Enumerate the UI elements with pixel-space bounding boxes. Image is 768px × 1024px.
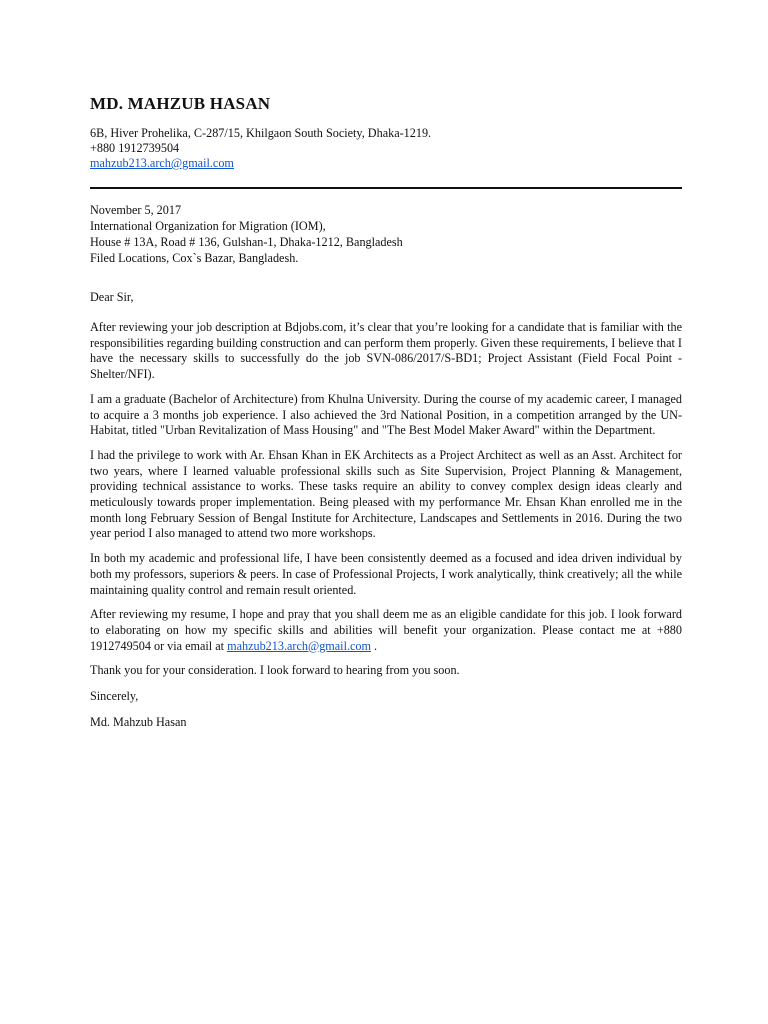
letter-content — [90, 94, 682, 730]
body-paragraph-5 — [90, 607, 682, 654]
recipient-block — [90, 202, 682, 266]
sender-email-link[interactable]: mahzub213.arch@gmail.com — [90, 156, 234, 170]
body-email-link[interactable]: mahzub213.arch@gmail.com — [227, 638, 371, 653]
body-paragraph-5-end: . — [370, 638, 378, 653]
sender-email-line — [90, 156, 682, 171]
closing: Sincerely, — [90, 689, 139, 704]
sender-phone: +880 1912739504 — [90, 141, 180, 155]
signature: Md. Mahzub Hasan — [90, 715, 187, 730]
body-paragraph-5-text: After reviewing my resume, I hope and pray that you shall deem me as an eligible candidate for this job. I look forward to elaborating on how my specific skills and abilities will benefit your organization. Please contact me at +880 1912749504 or via email at — [90, 607, 682, 653]
header-divider — [90, 187, 682, 189]
thanks-line: Thank you for your consideration. I look forward to hearing from you soon. — [90, 663, 460, 678]
sender-name: MD. MAHZUB HASAN — [90, 94, 271, 113]
recipient-organization: International Organization for Migration (IOM), — [90, 219, 326, 233]
letter-date: November 5, 2017 — [90, 203, 182, 217]
body-paragraph-3: I had the privilege to work with Ar. Ehsan Khan in EK Architects as a Project Architect as well as an Asst. Architect for two years, where I learned valuable professional skills such as Site Supervision, Project Planning & Management, providing technical assistance to works. These tasks require an ability to convey complex design ideas clearly and meticulously towards proper implementation. Being pleased with my performance Mr. Ehsan Khan enrolled me in the month long February Session of Bengal Institute for Architecture, Landscapes and Settlements in 2016. During the two year period I also managed to attend two more workshops. — [90, 447, 682, 541]
recipient-location: Filed Locations, Cox`s Bazar, Bangladesh. — [90, 251, 299, 265]
body-paragraph-4: In both my academic and professional life, I have been consistently deemed as a focused and idea driven individual by both my professors, superiors & peers. In case of Professional Projects, I work analytically, think creatively; all the while maintaining quality control and remain result oriented. — [90, 551, 682, 597]
sender-address: 6B, Hiver Prohelika, C-287/15, Khilgaon South Society, Dhaka-1219. — [90, 126, 432, 140]
recipient-address: House # 13A, Road # 136, Gulshan-1, Dhaka-1212, Bangladesh — [90, 235, 403, 249]
body-paragraph-1: After reviewing your job description at Bdjobs.com, it’s clear that you’re looking for a candidate that is familiar with the responsibilities regarding building construction and can perform them properly. Given these requirements, I believe that I have the necessary skills to successfully do the job SVN-086/2017/S-BD1; Project Assistant (Field Focal Point - Shelter/NFI). — [90, 320, 682, 382]
body-paragraph-2: I am a graduate (Bachelor of Architecture) from Khulna University. During the course of my academic career, I managed to acquire a 3 months job experience. I also achieved the 3rd National Position, in a competition arranged by the UN-Habitat, titled "Urban Revitalization of Mass Housing" and "The Best Model Maker Award" within the Department. — [90, 391, 682, 438]
salutation: Dear Sir, — [90, 290, 134, 304]
